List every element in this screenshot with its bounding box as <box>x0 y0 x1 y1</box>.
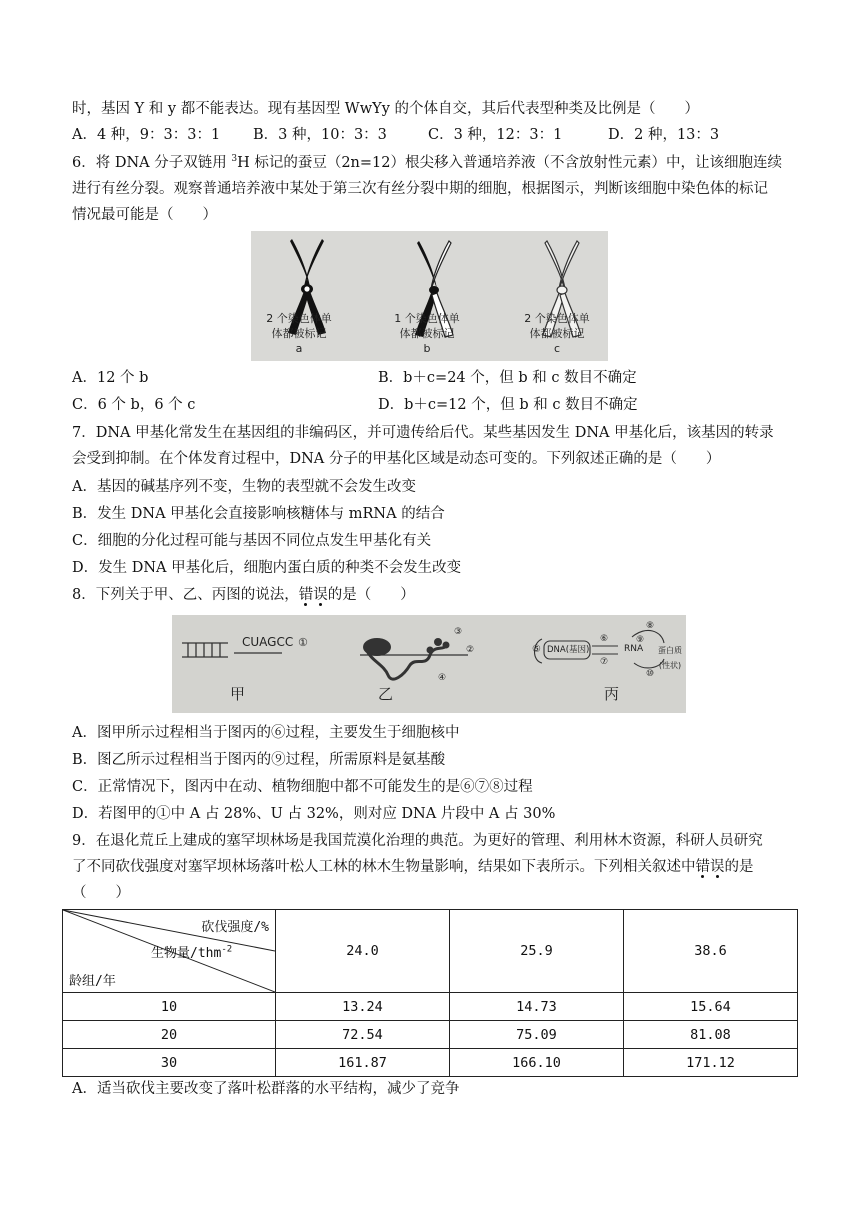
q7-option-c: C．细胞的分化过程可能与基因不同位点发生甲基化有关 <box>72 533 432 549</box>
q8-option-b: B．图乙所示过程相当于图丙的⑨过程，所需原料是氨基酸 <box>72 752 446 768</box>
chromosome-a-caption: 2 个染色体单 体都被标记 a <box>266 312 332 355</box>
q5-stem: 时，基因 Y 和 y 都不能表达。现有基因型 WwYy 的个体自交，其后代表型种类及比例是（ ） <box>72 101 699 117</box>
table-row <box>63 993 798 1021</box>
table-row <box>63 1021 798 1049</box>
q6-option-d: D．b＋c=12 个，但 b 和 c 数目不确定 <box>378 397 638 413</box>
value-cell: 13.24 <box>276 993 450 1021</box>
age-cell: 20 <box>63 1021 276 1049</box>
intensity-col-3: 38.6 <box>624 910 798 993</box>
q7-option-a: A．基因的碱基序列不变，生物的表型就不会发生改变 <box>72 479 416 495</box>
biomass-table <box>62 909 798 1077</box>
label-7: ⑦ <box>600 657 609 667</box>
table-header-row <box>63 910 798 993</box>
q9-option-a: A．适当砍伐主要改变了落叶松群落的水平结构，减少了竞争 <box>72 1081 460 1097</box>
intensity-header: 砍伐强度/% <box>201 920 269 935</box>
q9-stem-line3: （ ） <box>72 885 130 901</box>
age-header: 龄组/年 <box>69 974 116 989</box>
q8-stem: 8．下列关于甲、乙、丙图的说法，错误的是（ ） <box>72 587 415 603</box>
q5-option-a: A．4 种，9：3：3：1 <box>72 127 221 143</box>
label-3: ③ <box>454 627 463 637</box>
label-9: ⑨ <box>636 635 645 645</box>
label-8: ⑧ <box>646 621 655 631</box>
rna-label: RNA <box>624 644 644 654</box>
q7-option-d: D．发生 DNA 甲基化后，细胞内蛋白质的种类不会发生改变 <box>72 560 462 576</box>
q7-option-b: B．发生 DNA 甲基化会直接影响核糖体与 mRNA 的结合 <box>72 506 445 522</box>
q8-option-c: C．正常情况下，图丙中在动、植物细胞中都不可能发生的是⑥⑦⑧过程 <box>72 779 533 795</box>
figure-bing-label: 丙 <box>604 685 620 703</box>
value-cell: 75.09 <box>450 1021 624 1049</box>
value-cell: 72.54 <box>276 1021 450 1049</box>
value-cell: 161.87 <box>276 1049 450 1077</box>
intensity-col-1: 24.0 <box>276 910 450 993</box>
q6-option-c: C．6 个 b，6 个 c <box>72 397 196 413</box>
q8-option-d: D．若图甲的①中 A 占 28%、U 占 32%，则对应 DNA 片段中 A 占 30% <box>72 806 556 822</box>
q6-option-a: A．12 个 b <box>72 370 149 386</box>
label-2: ② <box>466 645 475 655</box>
q8-option-a: A．图甲所示过程相当于图丙的⑥过程，主要发生于细胞核中 <box>72 725 460 741</box>
biomass-header: 生物量/thm$^{-2}$ <box>151 944 233 961</box>
protein-label: 蛋白质 (性状) <box>658 646 682 670</box>
q5-option-b: B．3 种，10：3：3 <box>253 127 387 143</box>
dna-label: DNA(基因) <box>547 645 590 655</box>
table-corner-header <box>63 910 276 993</box>
q5-option-c: C．3 种，12：3：1 <box>428 127 563 143</box>
q9-stem-line1: 9．在退化荒丘上建成的塞罕坝林场是我国荒漠化治理的典范。为更好的管理、利用林木资源，科研人员研究 <box>72 833 763 849</box>
q6-option-b: B．b＋c=24 个，但 b 和 c 数目不确定 <box>378 370 637 386</box>
label-6: ⑥ <box>600 634 609 644</box>
q6-stem-line3: 情况最可能是（ ） <box>72 207 217 223</box>
figure-yi-label: 乙 <box>378 685 394 703</box>
gene-expression-figure <box>172 615 686 713</box>
q6-stem-line1: 6．将 DNA 分子双链用 $^3$H 标记的蚕豆（2n=12）根尖移入普通培养液（不含放射性元素）中，让该细胞连续 <box>72 154 782 171</box>
chromosome-b-caption: 1 个染色体单 体都被标记 b <box>394 312 460 355</box>
value-cell: 81.08 <box>624 1021 798 1049</box>
intensity-col-2: 25.9 <box>450 910 624 993</box>
value-cell: 14.73 <box>450 993 624 1021</box>
q7-stem-line1: 7．DNA 甲基化常发生在基因组的非编码区，并可遗传给后代。某些基因发生 DNA 甲基化后，该基因的转录 <box>72 425 774 441</box>
q7-stem-line2: 会受到抑制。在个体发育过程中，DNA 分子的甲基化区域是动态可变的。下列叙述正确的是（ ） <box>72 451 721 467</box>
age-cell: 30 <box>63 1049 276 1077</box>
chromosome-c-caption: 2 个染色体单 体都被标记 c <box>524 312 590 355</box>
label-5: ⑤ <box>532 644 541 655</box>
figure-jia-label: 甲 <box>230 685 246 703</box>
mrna-sequence-label: CUAGCC <box>242 635 294 649</box>
value-cell: 15.64 <box>624 993 798 1021</box>
label-4: ④ <box>438 673 447 683</box>
value-cell: 166.10 <box>450 1049 624 1077</box>
label-10: ⑩ <box>646 669 655 679</box>
value-cell: 171.12 <box>624 1049 798 1077</box>
chromosome-figure <box>251 231 608 361</box>
label-1: ① <box>298 636 308 649</box>
q6-stem-line2: 进行有丝分裂。观察普通培养液中某处于第三次有丝分裂中期的细胞，根据图示，判断该细胞中染色体的标记 <box>72 181 768 197</box>
q9-stem-line2: 了不同砍伐强度对塞罕坝林场落叶松人工林的林木生物量影响，结果如下表所示。下列相关叙述中错误的是 <box>72 859 754 875</box>
table-row <box>63 1049 798 1077</box>
age-cell: 10 <box>63 993 276 1021</box>
q5-option-d: D．2 种，13：3 <box>608 127 720 143</box>
